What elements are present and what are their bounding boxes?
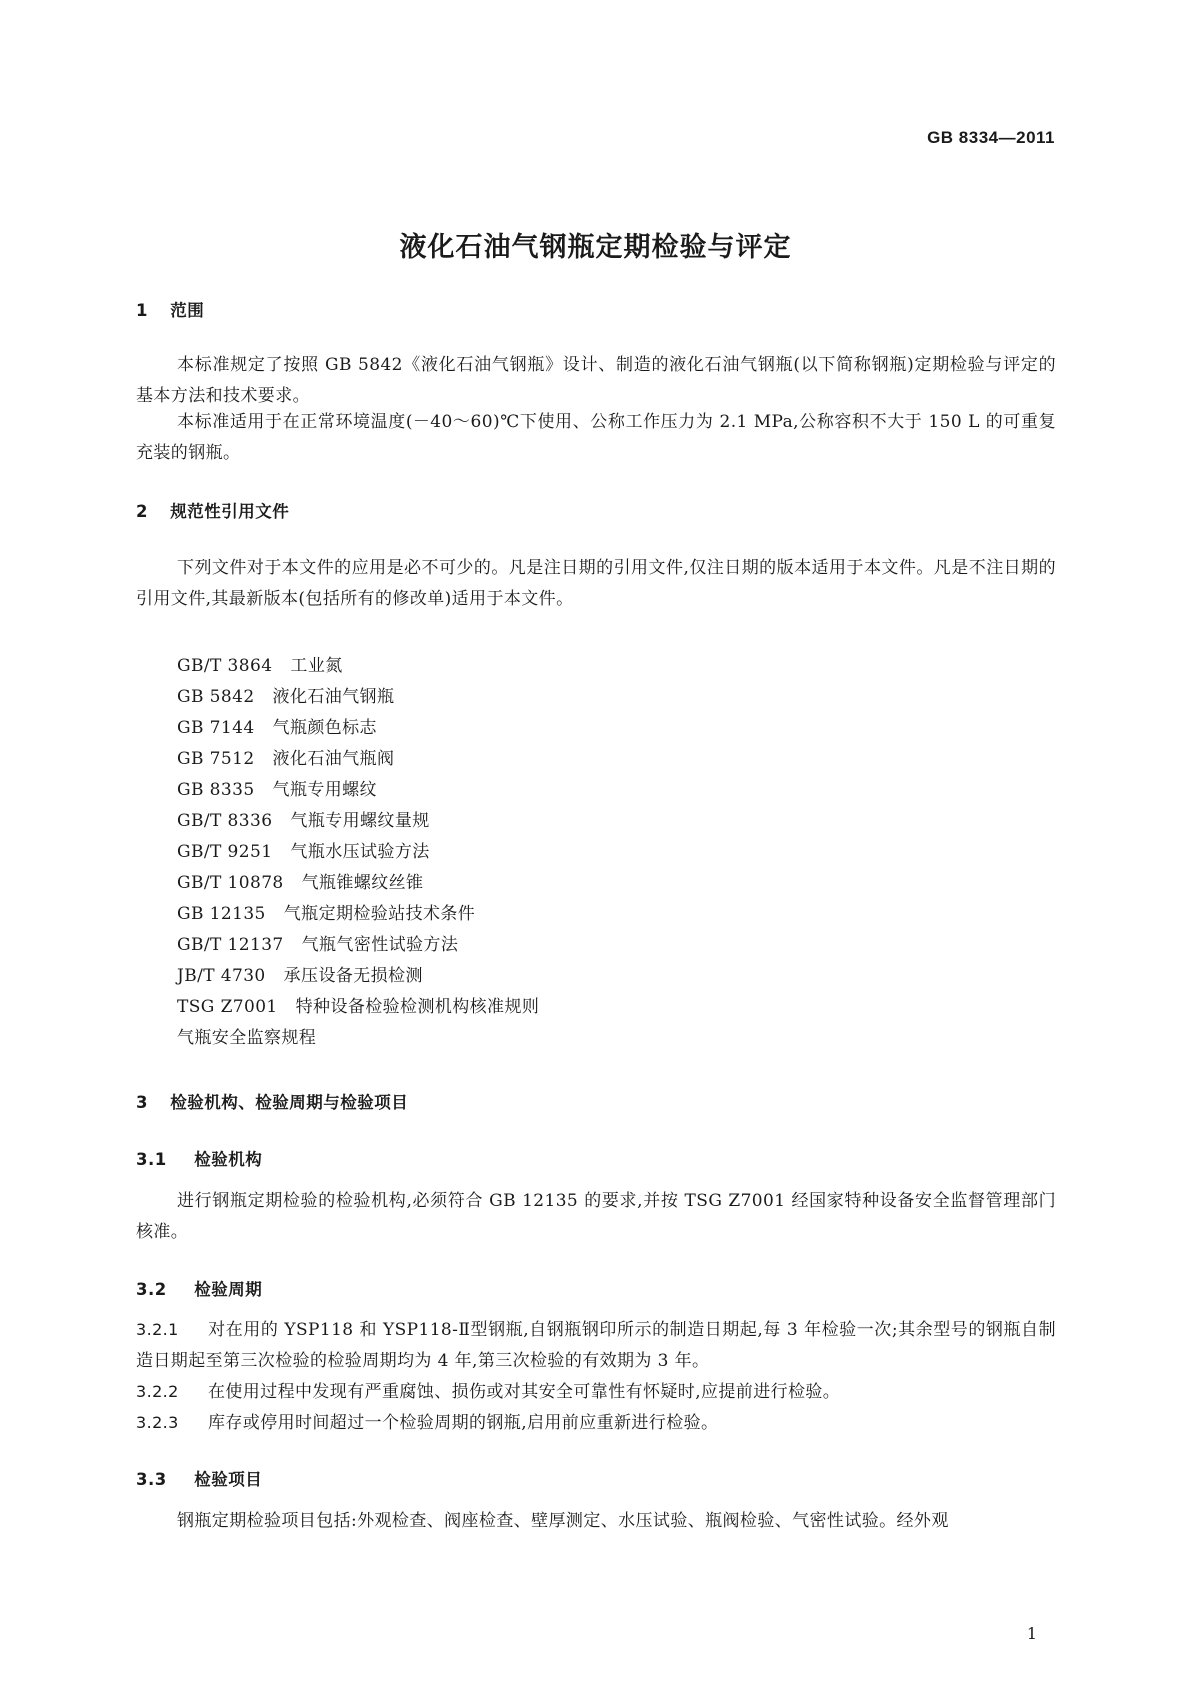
reference-item (177, 651, 539, 682)
reference-title: 承压设备无损检测 (283, 966, 423, 986)
reference-title: 液化石油气瓶阀 (272, 749, 395, 769)
section-1-paragraph-2: 本标准适用于在正常环境温度(－40～60)℃下使用、公称工作压力为 2.1 MPa,公称容积不大于 150 L 的可重复充装的钢瓶。 (136, 412, 1056, 463)
reference-title: 气瓶锥螺纹丝锥 (301, 873, 424, 893)
reference-item (177, 744, 539, 775)
section-title: 检验机构 (194, 1150, 263, 1169)
reference-code: GB/T 9251 (177, 842, 273, 862)
clause-text: 库存或停用时间超过一个检验周期的钢瓶,启用前应重新进行检验。 (208, 1413, 719, 1433)
reference-item (177, 713, 539, 744)
clause-3-2-2 (136, 1376, 1056, 1408)
reference-code: GB 7512 (177, 749, 255, 769)
reference-item (177, 1023, 539, 1054)
clause-number: 3.2.3 (136, 1413, 179, 1432)
clause-text: 对在用的 YSP118 和 YSP118-Ⅱ型钢瓶,自钢瓶钢印所示的制造日期起,每 3 年检验一次;其余型号的钢瓶自制造日期起至第三次检验的检验周期均为 4 年,第三次检验的有效期为 3 年。 (136, 1320, 1056, 1371)
section-number: 3 (136, 1093, 148, 1112)
reference-list (177, 651, 539, 1054)
reference-title: 气瓶安全监察规程 (177, 1028, 317, 1048)
section-number: 2 (136, 502, 148, 521)
section-number: 3.1 (136, 1150, 167, 1169)
reference-title: 气瓶颜色标志 (272, 718, 377, 738)
reference-item (177, 682, 539, 713)
reference-title: 气瓶水压试验方法 (290, 842, 430, 862)
reference-code: JB/T 4730 (177, 966, 266, 986)
section-title: 检验周期 (194, 1280, 263, 1299)
reference-title: 液化石油气钢瓶 (272, 687, 395, 707)
reference-code: GB/T 10878 (177, 873, 284, 893)
reference-item (177, 837, 539, 868)
clause-text: 在使用过程中发现有严重腐蚀、损伤或对其安全可靠性有怀疑时,应提前进行检验。 (208, 1382, 841, 1402)
section-title: 规范性引用文件 (170, 502, 290, 521)
section-title: 范围 (170, 301, 205, 320)
reference-code: GB 12135 (177, 904, 266, 924)
reference-code: GB 7144 (177, 718, 255, 738)
reference-title: 气瓶气密性试验方法 (301, 935, 459, 955)
reference-item (177, 806, 539, 837)
reference-title: 气瓶专用螺纹量规 (290, 811, 430, 831)
document-title: 液化石油气钢瓶定期检验与评定 (399, 232, 792, 263)
section-2-intro: 下列文件对于本文件的应用是必不可少的。凡是注日期的引用文件,仅注日期的版本适用于本文件。凡是不注日期的引用文件,其最新版本(包括所有的修改单)适用于本文件。 (136, 558, 1056, 609)
reference-item (177, 868, 539, 899)
section-3-1-paragraph: 进行钢瓶定期检验的检验机构,必须符合 GB 12135 的要求,并按 TSG Z7001 经国家特种设备安全监督管理部门核准。 (136, 1191, 1056, 1242)
section-3-3-heading (136, 1466, 262, 1490)
reference-code: GB/T 12137 (177, 935, 284, 955)
reference-item (177, 961, 539, 992)
standard-number: GB 8334—2011 (927, 128, 1055, 147)
reference-code: GB 5842 (177, 687, 255, 707)
reference-item (177, 992, 539, 1023)
section-3-heading (136, 1089, 408, 1113)
section-3-1-heading (136, 1146, 262, 1170)
reference-code: GB/T 3864 (177, 656, 273, 676)
section-number: 3.3 (136, 1470, 167, 1489)
section-3-2-heading (136, 1276, 262, 1300)
reference-title: 工业氮 (290, 656, 343, 676)
reference-title: 气瓶定期检验站技术条件 (283, 904, 476, 924)
reference-title: 特种设备检验检测机构核准规则 (295, 997, 540, 1017)
reference-code: GB/T 8336 (177, 811, 273, 831)
clause-3-2-3 (136, 1407, 1056, 1439)
reference-title: 气瓶专用螺纹 (272, 780, 377, 800)
section-1-paragraph-1: 本标准规定了按照 GB 5842《液化石油气钢瓶》设计、制造的液化石油气钢瓶(以下简称钢瓶)定期检验与评定的基本方法和技术要求。 (136, 355, 1056, 406)
clause-3-2-1 (136, 1314, 1056, 1377)
page-number: 1 (1026, 1624, 1037, 1643)
reference-item (177, 899, 539, 930)
section-2-heading (136, 498, 289, 522)
reference-code: GB 8335 (177, 780, 255, 800)
reference-item (177, 930, 539, 961)
reference-code: TSG Z7001 (177, 997, 278, 1017)
section-title: 检验项目 (194, 1470, 263, 1489)
clause-number: 3.2.2 (136, 1382, 179, 1401)
clause-number: 3.2.1 (136, 1320, 179, 1339)
section-3-3-paragraph: 钢瓶定期检验项目包括:外观检查、阀座检查、壁厚测定、水压试验、瓶阀检验、气密性试验。经外观 (177, 1511, 949, 1531)
section-number: 1 (136, 301, 148, 320)
reference-item (177, 775, 539, 806)
section-1-heading (136, 297, 204, 321)
section-number: 3.2 (136, 1280, 167, 1299)
section-title: 检验机构、检验周期与检验项目 (170, 1093, 409, 1112)
